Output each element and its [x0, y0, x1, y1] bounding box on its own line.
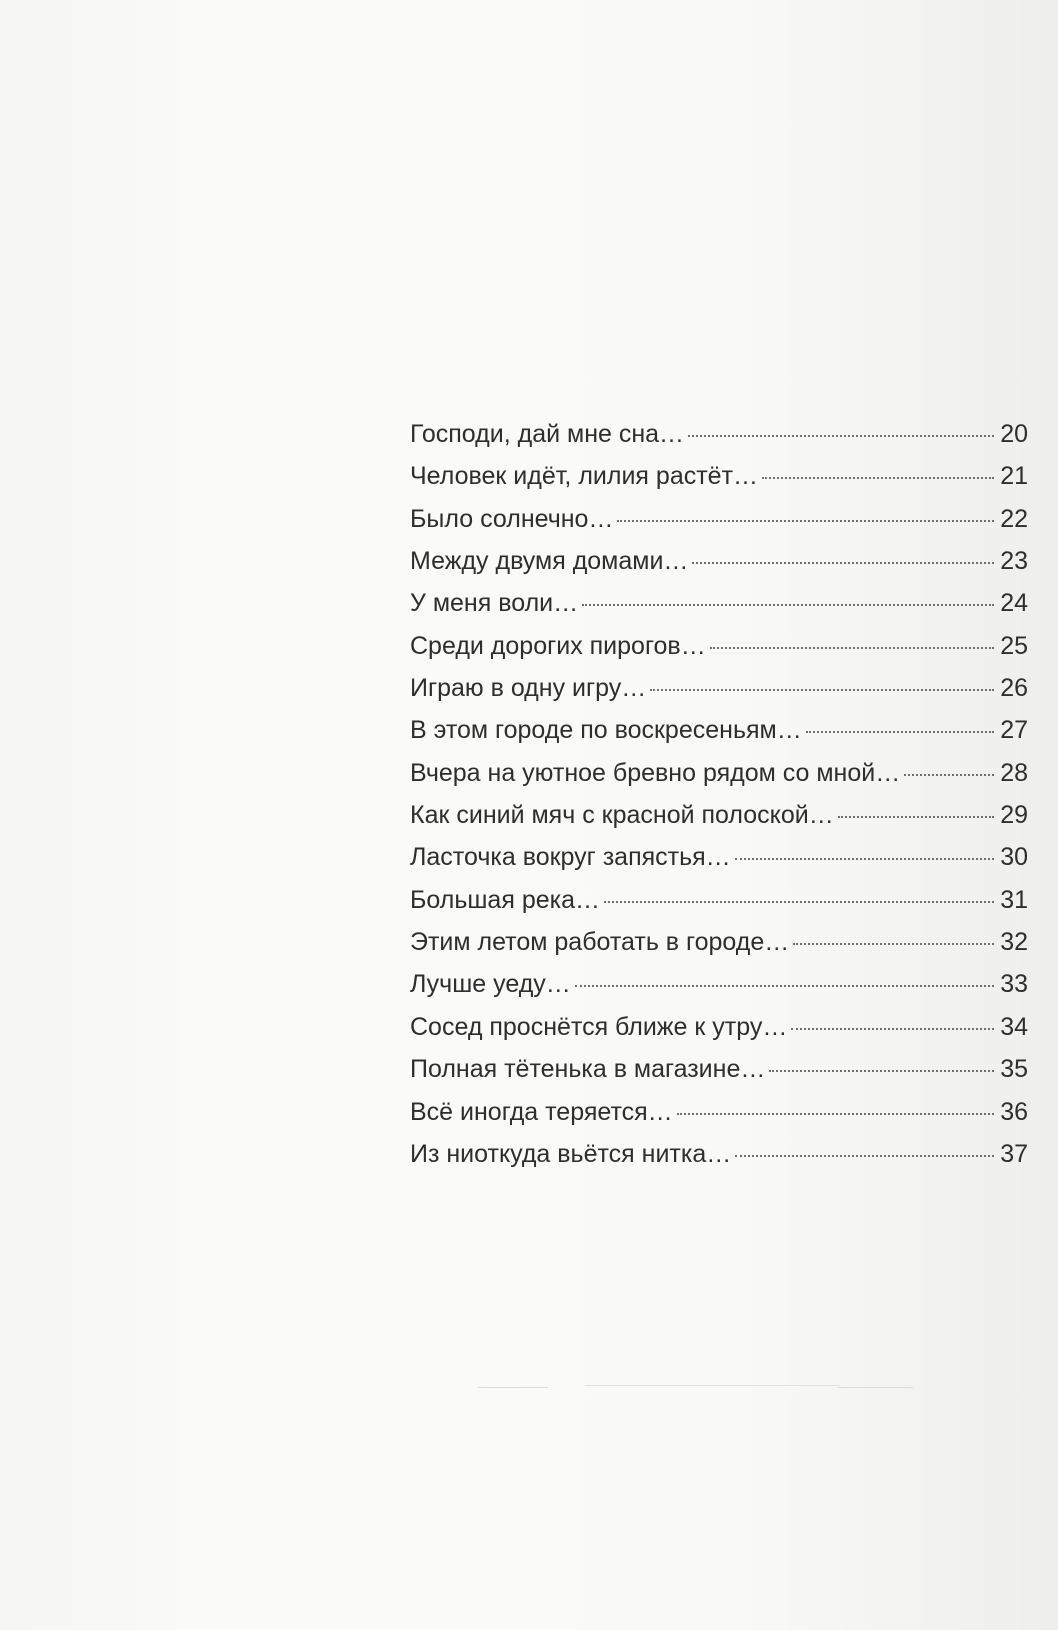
toc-entry-page: 21 [1000, 462, 1028, 491]
toc-entry-title: Играю в одну игру… [410, 674, 647, 703]
toc-entry-title: Сосед проснётся ближе к утру… [410, 1012, 788, 1041]
dot-leader [735, 1155, 994, 1157]
toc-entry [410, 420, 1028, 462]
dot-leader [735, 858, 994, 860]
toc-entry-page: 37 [1000, 1139, 1028, 1168]
toc-entry-page: 31 [1000, 885, 1028, 914]
toc-entry-page: 22 [1000, 504, 1028, 533]
toc-entry-title: Ласточка вокруг запястья… [410, 843, 731, 872]
toc-entry [410, 928, 1028, 970]
toc-entry-page: 35 [1000, 1055, 1028, 1084]
dot-leader [582, 604, 994, 606]
toc-entry [410, 462, 1028, 504]
toc-entry [410, 843, 1028, 885]
toc-entry [410, 886, 1028, 928]
toc-entry [410, 1013, 1028, 1055]
dot-leader [838, 816, 994, 818]
toc-entry-title: Вчера на уютное бревно рядом со мной… [410, 758, 901, 787]
table-of-contents [410, 420, 1028, 1182]
toc-entry-page: 30 [1000, 843, 1028, 872]
toc-entry-page: 36 [1000, 1097, 1028, 1126]
toc-entry-title: Полная тётенька в магазине… [410, 1055, 766, 1084]
toc-entry [410, 505, 1028, 547]
toc-entry-page: 24 [1000, 589, 1028, 618]
toc-entry-title: Большая река… [410, 885, 601, 914]
dot-leader [604, 901, 994, 903]
dot-leader [677, 1113, 994, 1115]
toc-entry [410, 1055, 1028, 1097]
toc-entry-page: 33 [1000, 970, 1028, 999]
toc-entry-title: Господи, дай мне сна… [410, 420, 685, 448]
dot-leader [617, 520, 994, 522]
toc-entry-title: Было солнечно… [410, 504, 614, 533]
toc-entry [410, 1098, 1028, 1140]
dot-leader [769, 1070, 994, 1072]
toc-entry-title: Между двумя домами… [410, 547, 689, 576]
toc-entry-page: 29 [1000, 801, 1028, 830]
toc-entry-page: 27 [1000, 716, 1028, 745]
paper-smudge [585, 1385, 840, 1386]
toc-entry [410, 716, 1028, 758]
toc-entry [410, 547, 1028, 589]
toc-entry-page: 28 [1000, 758, 1028, 787]
toc-entry-page: 20 [1000, 420, 1028, 448]
dot-leader [710, 647, 994, 649]
toc-entry-title: Из ниоткуда вьётся нитка… [410, 1139, 732, 1168]
toc-entry-title: У меня воли… [410, 589, 579, 618]
toc-entry-title: Этим летом работать в городе… [410, 928, 790, 957]
dot-leader [650, 689, 994, 691]
dot-leader [688, 435, 994, 437]
toc-entry [410, 1140, 1028, 1182]
dot-leader [762, 477, 994, 479]
toc-entry-page: 26 [1000, 674, 1028, 703]
dot-leader [791, 1028, 994, 1030]
toc-entry-title: Как синий мяч с красной полоской… [410, 801, 834, 830]
toc-entry [410, 801, 1028, 843]
dot-leader [793, 943, 994, 945]
paper-smudge [478, 1387, 548, 1388]
toc-entry-title: Среди дорогих пирогов… [410, 631, 706, 660]
toc-entry [410, 589, 1028, 631]
paper-smudge [838, 1387, 913, 1388]
dot-leader [575, 985, 994, 987]
toc-entry [410, 632, 1028, 674]
toc-entry-page: 23 [1000, 547, 1028, 576]
toc-entry-title: Всё иногда теряется… [410, 1097, 673, 1126]
toc-entry-title: В этом городе по воскресеньям… [410, 716, 802, 745]
toc-entry-page: 34 [1000, 1012, 1028, 1041]
toc-entry-title: Лучше уеду… [410, 970, 571, 999]
toc-entry [410, 674, 1028, 716]
toc-entry-page: 25 [1000, 631, 1028, 660]
toc-entry-title: Человек идёт, лилия растёт… [410, 462, 759, 491]
dot-leader [806, 731, 994, 733]
dot-leader [904, 774, 994, 776]
toc-entry-page: 32 [1000, 928, 1028, 957]
toc-entry [410, 970, 1028, 1012]
toc-entry [410, 759, 1028, 801]
dot-leader [692, 562, 994, 564]
